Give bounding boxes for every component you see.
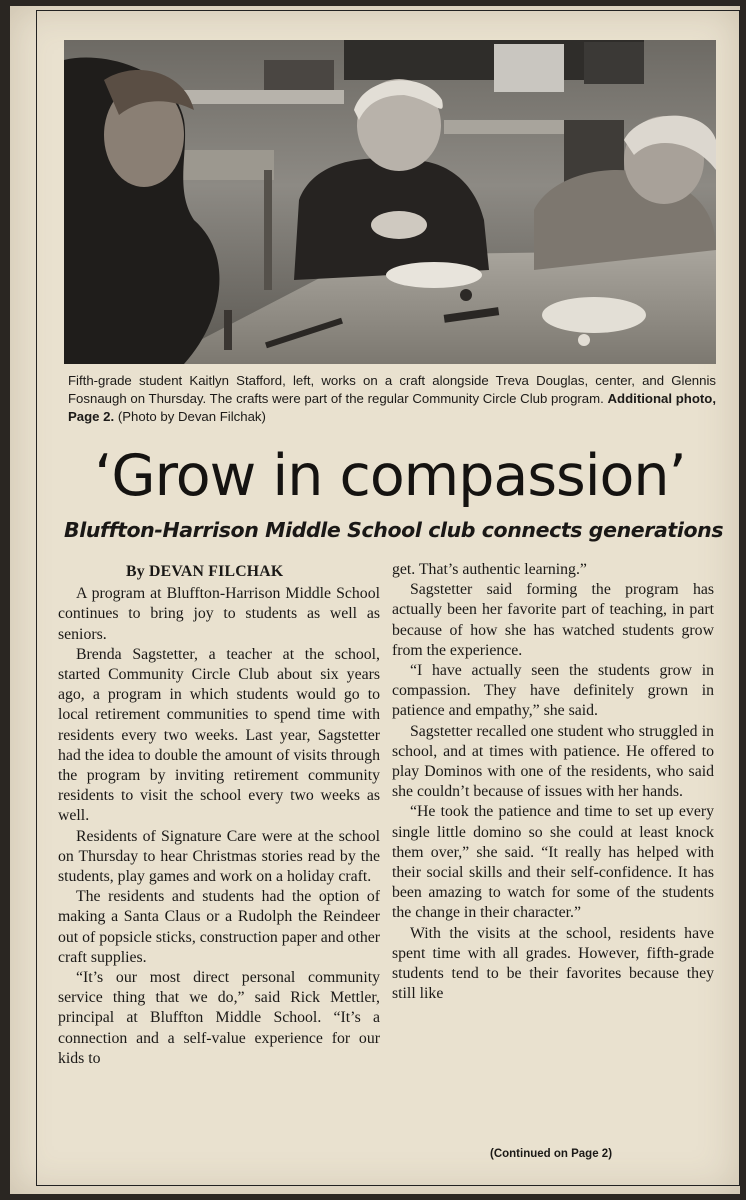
article-column-1 [58,562,380,1069]
continued-on-page-link: (Continued on Page 2) [490,1148,613,1160]
paragraph: “He took the patience and time to set up every single little domino so she could at least knock them over,” she said. “It really has helped with their social skills and their self-confidence. It has been amazing to watch for some of the students the change in their character.” [392,803,714,922]
paragraph: Sagstetter said forming the program has actually been her favorite part of teaching, in part because of how she has watched students grow from the experience. [392,581,714,659]
paragraph: Sagstetter recalled one student who struggled in school, and at times with patience. He offered to play Dominos with one of the residents, who said she couldn’t because of issues with her hands. [392,722,714,801]
article-headline: ‘Grow in compassion’ [94,443,686,509]
article-photo [64,40,716,364]
caption-credit: (Photo by Devan Filchak) [117,409,266,424]
paragraph: Brenda Sagstetter, a teacher at the school, started Community Circle Club about six years ago, a program in which students would go to local retirement communities to spend time with residents every two weeks. Last year, Sagstetter had the idea to double the amount of visits through the program by inviting retirement community residents to visit the school every two weeks as well. [58,645,380,825]
paragraph: The residents and students had the option of making a Santa Claus or a Rudolph the Reindeer out of popsicle sticks, construction paper and other craft supplies. [58,888,381,966]
article-subhead: Bluffton-Harrison Middle School club connects generations [64,518,724,542]
photo-caption [68,372,716,426]
paragraph: With the visits at the school, residents have spent time with all grades. However, fifth-grade students tend to be their favorites because they still like [392,924,714,1003]
caption-text: Fifth-grade student Kaitlyn Stafford, left, works on a craft alongside Treva Douglas, center, and Glennis Fosnaugh on Thursday. The crafts were part of the regular Community Circle Club program. [68,373,716,406]
paragraph: Residents of Signature Care were at the school on Thursday to hear Christmas stories read by the students, play games and work on a holiday craft. [58,827,380,886]
paragraph: “It’s our most direct personal community service thing that we do,” said Rick Mettler, principal at Bluffton Middle School. “It’s a connection and a self-value experience for our kids to [58,969,380,1067]
paragraph: A program at Bluffton-Harrison Middle School continues to bring joy to students as well as seniors. [58,585,380,643]
paragraph: get. That’s authentic learning.” [392,561,587,578]
article-byline: By DEVAN FILCHAK [126,563,284,580]
classroom-photo-image [64,40,716,364]
caption-additional-photo: Additional photo, Page 2. [68,391,716,424]
article-column-2 [392,560,714,1004]
paragraph: “I have actually seen the students grow in compassion. They have definitely grown in patience and empathy,” she said. [392,662,714,720]
